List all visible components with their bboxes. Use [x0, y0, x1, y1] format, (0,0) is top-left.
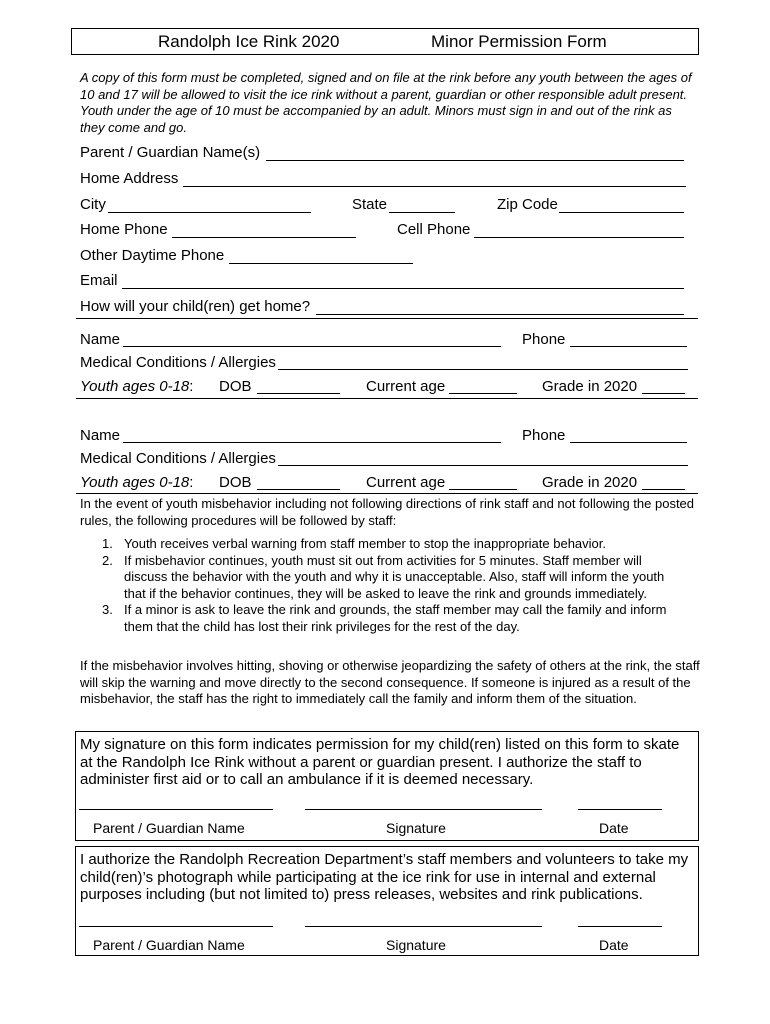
- rink-title: Randolph Ice Rink 2020: [158, 32, 340, 51]
- youth-2-dob-label: DOB: [219, 474, 252, 491]
- photo-signature-line[interactable]: [305, 926, 542, 927]
- city-field[interactable]: [108, 212, 311, 213]
- zip-code-label: Zip Code: [497, 196, 558, 213]
- youth-2-medical-field[interactable]: [278, 465, 688, 466]
- home-phone-field[interactable]: [172, 237, 356, 238]
- form-title: Minor Permission Form: [431, 32, 607, 51]
- youth-1-phone-label: Phone: [522, 331, 566, 348]
- consequence-number: 2.: [102, 552, 113, 568]
- state-field[interactable]: [389, 212, 455, 213]
- misbehavior-closing: If the misbehavior involves hitting, shoving or otherwise jeopardizing the safety of others at the rink, the staff will skip the warning and move directly to the second consequence. If someone is injured as a result of the misbehavior, the staff has the right to immediately call the family and inform them of the situation.: [80, 658, 700, 706]
- intro-paragraph: A copy of this form must be completed, signed and on file at the rink before any youth between the ages of 10 and 17 will be allowed to visit the ice rink without a parent, guardian or other responsible adult present. Youth under the age of 10 must be accompanied by an adult. Minors must sign in and out of the rink as they come and go.: [80, 70, 692, 135]
- permission-parent-name-line[interactable]: [79, 809, 273, 810]
- youth-2-name-field[interactable]: [123, 442, 501, 443]
- zip-code-field[interactable]: [559, 212, 684, 213]
- permission-date-label: Date: [599, 820, 629, 836]
- youth-1-medical-field[interactable]: [278, 369, 688, 370]
- email-label: Email: [80, 272, 118, 289]
- youth-2-ages-text: Youth ages 0-18: [80, 474, 190, 491]
- photo-parent-name-label: Parent / Guardian Name: [93, 937, 245, 953]
- youth-1-grade-label: Grade in 2020: [542, 378, 638, 395]
- permission-box: [75, 731, 699, 841]
- youth-2-medical-label: Medical Conditions / Allergies: [80, 450, 276, 467]
- email-field[interactable]: [122, 288, 684, 289]
- consequence-number: 3.: [102, 602, 113, 617]
- youth-2-ages-label: [80, 474, 193, 491]
- youth-1-ages-text: Youth ages 0-18: [80, 378, 190, 395]
- consequence-item: [80, 536, 680, 553]
- photo-date-label: Date: [599, 937, 629, 953]
- youth-1-name-label: Name: [80, 331, 121, 348]
- photo-release-statement: I authorize the Randolph Recreation Department’s staff members and volunteers to take my child(ren)’s photograph while participating at the ice rink for use in internal and external purposes including (but not limited to) press releases, websites and rink publications.: [80, 851, 689, 903]
- youth-1-dob-field[interactable]: [257, 393, 340, 394]
- youth-1-current-age-field[interactable]: [449, 393, 517, 394]
- youth-2-grade-field[interactable]: [642, 489, 685, 490]
- city-label: City: [80, 196, 106, 213]
- permission-signature-line[interactable]: [305, 809, 542, 810]
- section-divider: [76, 398, 698, 399]
- permission-statement: My signature on this form indicates permission for my child(ren) listed on this form to skate at the Randolph Ice Rink without a parent or guardian present. I authorize the staff to administer first aid or to call an ambulance if it is deemed necessary.: [80, 736, 680, 788]
- consequence-number: 1.: [102, 536, 113, 551]
- youth-2-current-age-field[interactable]: [449, 489, 517, 490]
- parent-guardian-name-field[interactable]: [266, 160, 684, 161]
- consequence-text: If a minor is ask to leave the rink and grounds, the staff member may call the family and inform them that the child has lost their rink privileges for the rest of the day.: [124, 602, 667, 634]
- youth-2-ages-colon: :: [189, 474, 194, 491]
- photo-parent-name-line[interactable]: [79, 926, 273, 927]
- cell-phone-field[interactable]: [474, 237, 684, 238]
- home-address-field[interactable]: [183, 186, 686, 187]
- photo-signature-label: Signature: [386, 937, 446, 953]
- youth-1-ages-colon: :: [189, 378, 194, 395]
- consequence-item: [80, 553, 680, 603]
- permission-date-line[interactable]: [578, 809, 662, 810]
- youth-2-phone-label: Phone: [522, 427, 566, 444]
- get-home-field[interactable]: [316, 314, 684, 315]
- photo-date-line[interactable]: [578, 926, 662, 927]
- youth-1-phone-field[interactable]: [570, 346, 687, 347]
- youth-2-dob-field[interactable]: [257, 489, 340, 490]
- state-label: State: [352, 196, 388, 213]
- youth-1-name-field[interactable]: [123, 346, 501, 347]
- form-header: [71, 28, 699, 55]
- other-daytime-phone-field[interactable]: [229, 263, 413, 264]
- misbehavior-intro: In the event of youth misbehavior including not following directions of rink staff and not following the posted rules, the following procedures will be followed by staff:: [80, 496, 695, 528]
- photo-release-box: [75, 846, 699, 956]
- youth-1-grade-field[interactable]: [642, 393, 685, 394]
- youth-1-current-age-label: Current age: [366, 378, 446, 395]
- home-phone-label: Home Phone: [80, 221, 168, 238]
- youth-2-current-age-label: Current age: [366, 474, 446, 491]
- consequence-text: If misbehavior continues, youth must sit out from activities for 5 minutes. Staff member will discuss the behavior with the youth and why it is unacceptable. Also, staff will inform the youth that if the behavior continues, they will be asked to leave the rink and grounds immediately.: [124, 552, 665, 601]
- consequence-item: [80, 602, 680, 635]
- youth-1-ages-label: [80, 378, 193, 395]
- home-address-label: Home Address: [80, 170, 179, 187]
- consequence-list: [80, 536, 680, 635]
- youth-1-dob-label: DOB: [219, 378, 252, 395]
- youth-2-phone-field[interactable]: [570, 442, 687, 443]
- cell-phone-label: Cell Phone: [397, 221, 471, 238]
- get-home-label: How will your child(ren) get home?: [80, 298, 311, 315]
- youth-1-medical-label: Medical Conditions / Allergies: [80, 354, 276, 371]
- section-divider: [76, 493, 698, 494]
- youth-2-grade-label: Grade in 2020: [542, 474, 638, 491]
- consequence-text: Youth receives verbal warning from staff member to stop the inappropriate behavior.: [124, 536, 606, 551]
- permission-parent-name-label: Parent / Guardian Name: [93, 820, 245, 836]
- youth-2-name-label: Name: [80, 427, 121, 444]
- section-divider: [76, 318, 698, 319]
- other-daytime-phone-label: Other Daytime Phone: [80, 247, 225, 264]
- parent-guardian-name-label: Parent / Guardian Name(s): [80, 144, 261, 161]
- permission-signature-label: Signature: [386, 820, 446, 836]
